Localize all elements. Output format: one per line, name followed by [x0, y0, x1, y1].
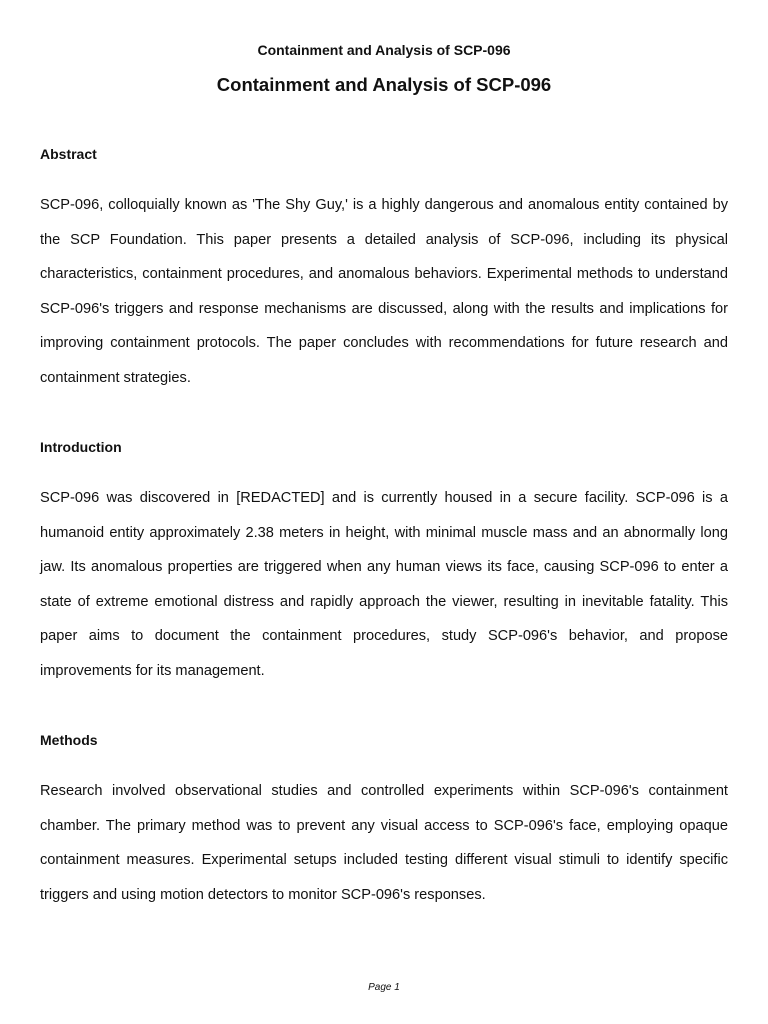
introduction-heading: Introduction — [40, 439, 122, 455]
abstract-paragraph: SCP-096, colloquially known as 'The Shy Guy,' is a highly dangerous and anomalous entity contained by the SCP Foundation. This paper presents a detailed analysis of SCP-096, including its physical characteristics, containment procedures, and anomalous behaviors. Experimental methods to understand SCP-096's triggers and response mechanisms are discussed, along with the results and implications for improving containment protocols. The paper concludes with recommendations for future research and containment strategies. — [40, 197, 728, 386]
methods-heading: Methods — [40, 732, 98, 748]
abstract-heading: Abstract — [40, 146, 97, 162]
document-title: Containment and Analysis of SCP-096 — [216, 74, 552, 95]
methods-paragraph: Research involved observational studies and controlled experiments within SCP-096's containment chamber. The primary method was to prevent any visual access to SCP-096's face, employing opaque containment measures. Experimental setups included testing different visual stimuli to identify specific triggers and using motion detectors to monitor SCP-096's responses. — [40, 783, 728, 903]
page-number: Page 1 — [368, 982, 400, 993]
introduction-paragraph: SCP-096 was discovered in [REDACTED] and is currently housed in a secure facility. SCP-096 is a humanoid entity approximately 2.38 meters in height, with minimal muscle mass and an abnormally long jaw. Its anomalous properties are triggered when any human views its face, causing SCP-096 to enter a state of extreme emotional distress and rapidly approach the viewer, resulting in inevitable fatality. This paper aims to document the containment procedures, study SCP-096's behavior, and propose improvements for its management. — [40, 490, 728, 679]
running-header: Containment and Analysis of SCP-096 — [257, 42, 511, 58]
